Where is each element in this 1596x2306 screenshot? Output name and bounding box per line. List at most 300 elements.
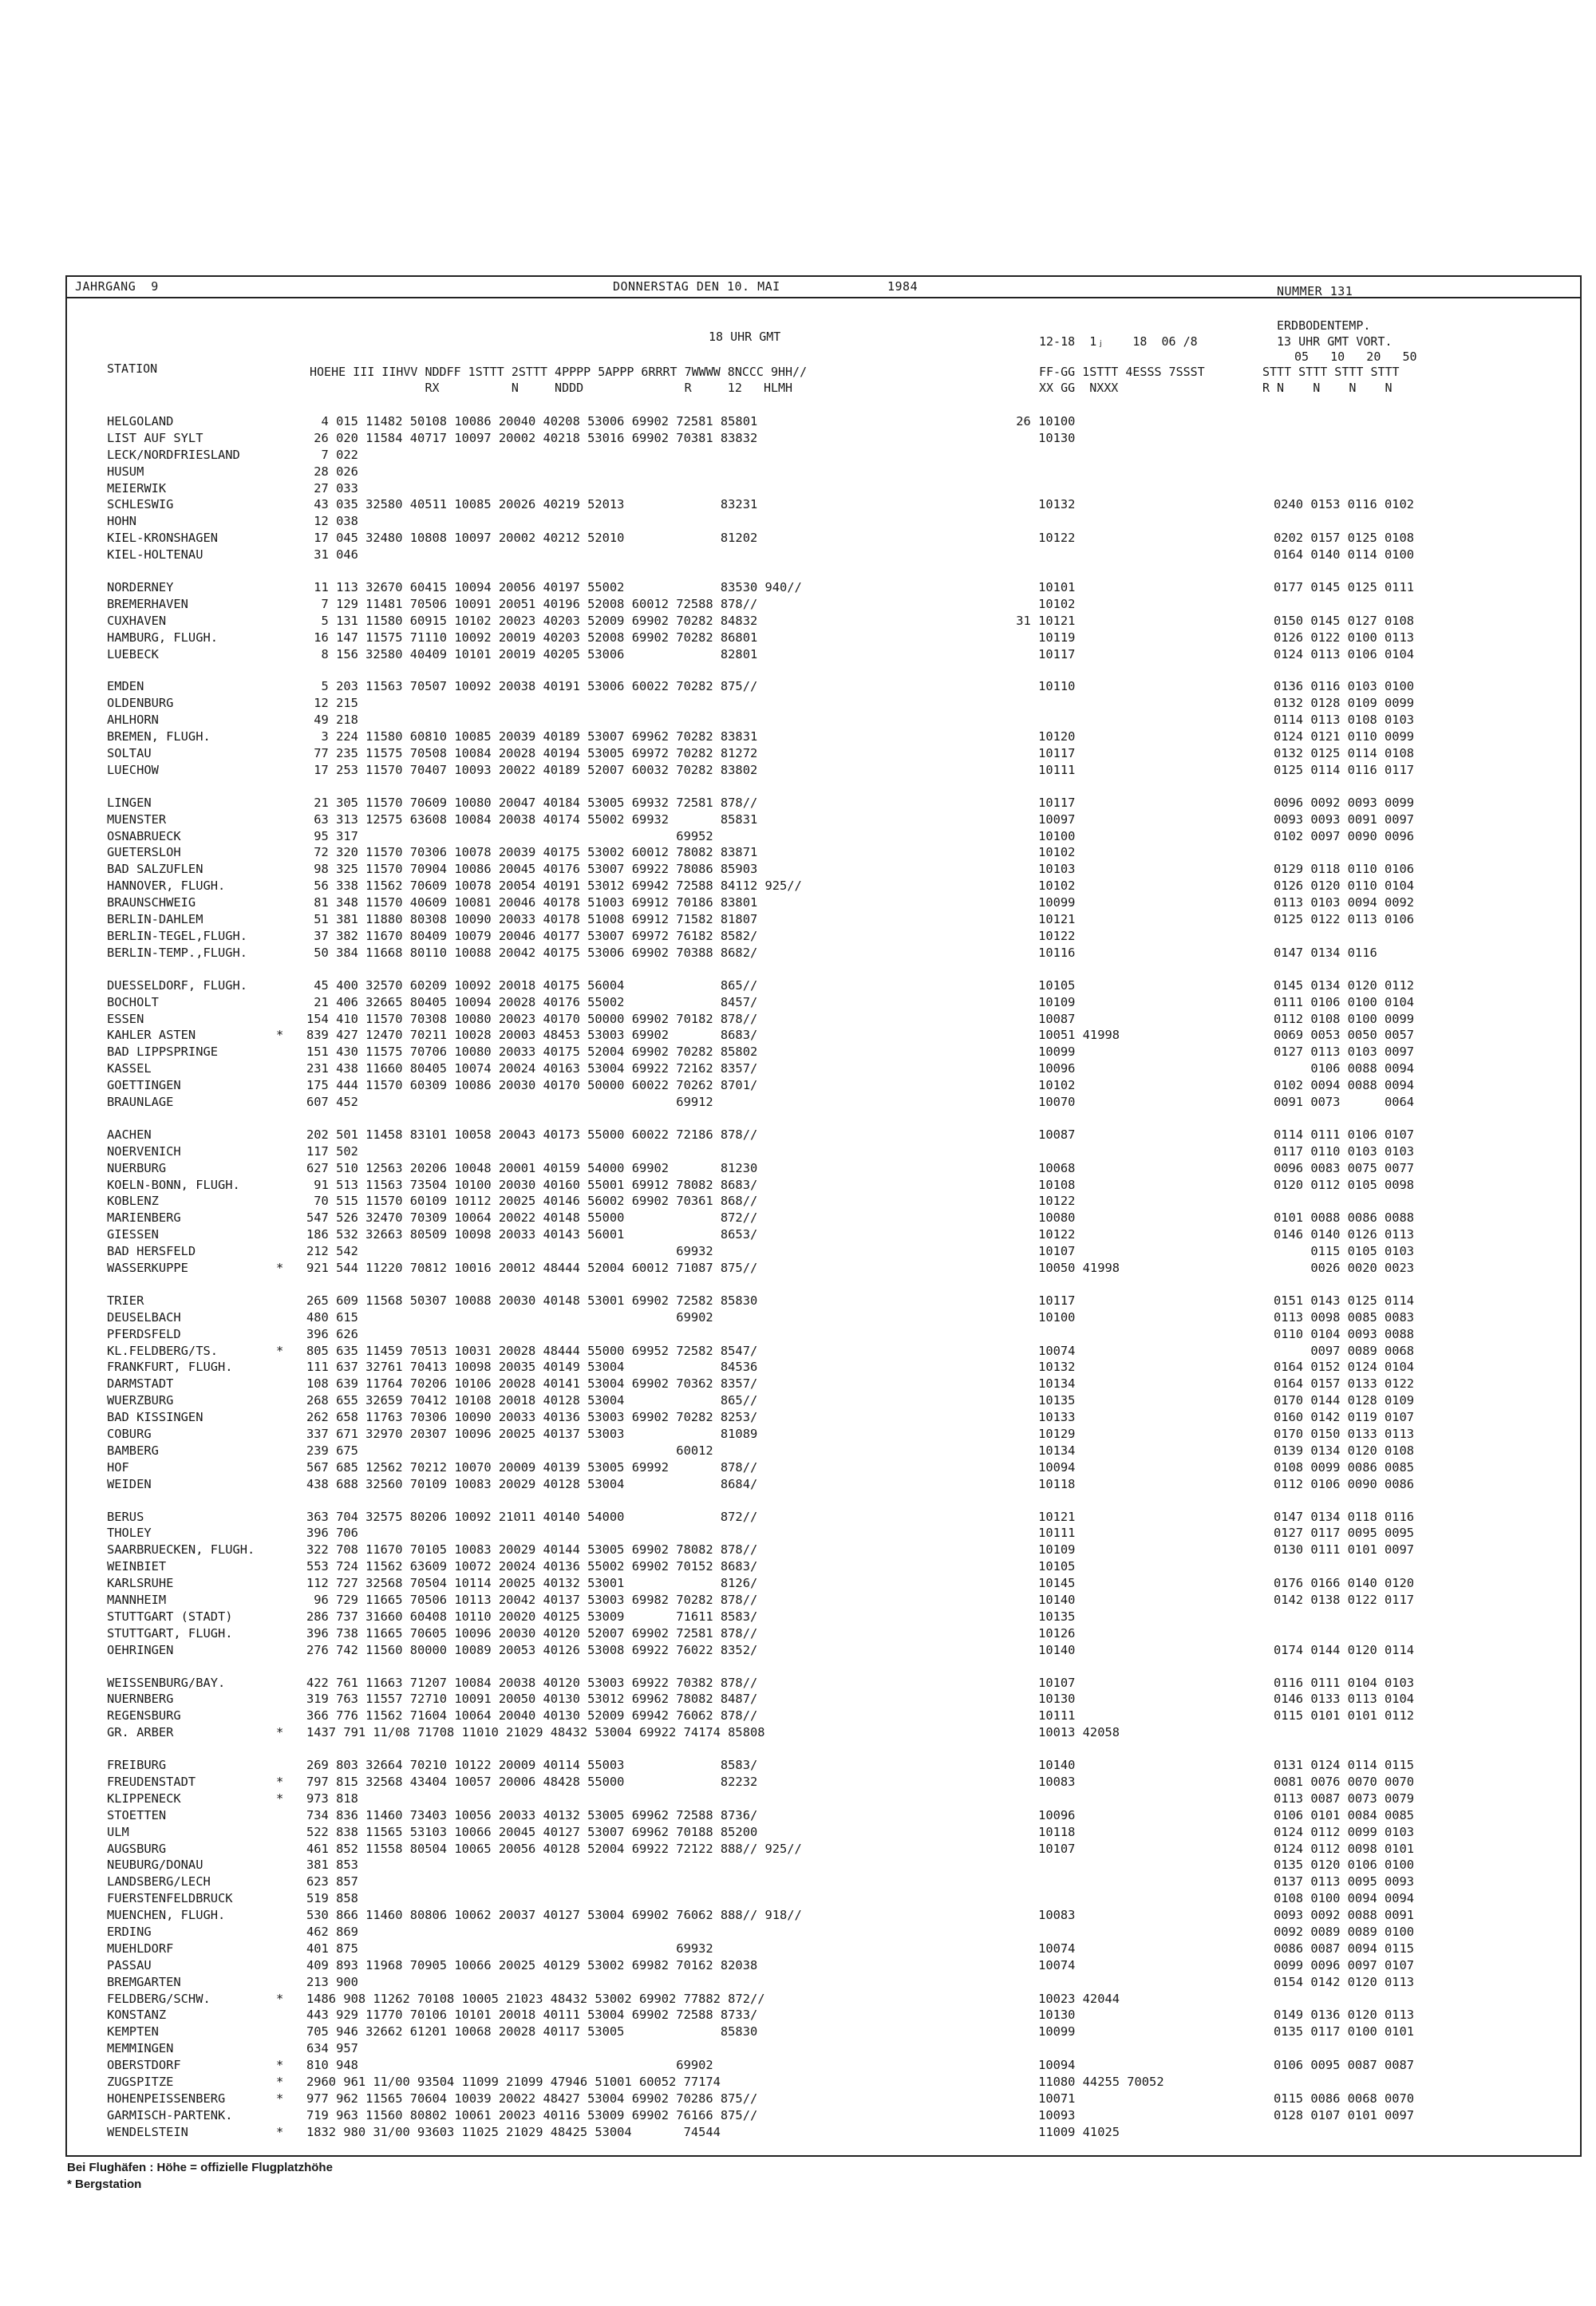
period-codes: 11009 41025 <box>1009 2124 1120 2139</box>
main-codes-subheader: RX N NDDD R 12 HLMH <box>310 381 793 395</box>
table-row <box>107 1874 1575 1890</box>
table-row <box>107 1991 1575 2008</box>
table-row <box>107 1077 1575 1094</box>
synop-codes: 409 893 11968 70905 10066 20025 40129 53002 69982 70162 82038 <box>306 1957 758 1972</box>
period-codes: 10121 <box>1009 912 1076 927</box>
period-codes: 10080 <box>1009 1210 1076 1226</box>
station-name: AACHEN <box>107 1127 152 1142</box>
soil-temperatures: 0114 0113 0108 0103 <box>1274 713 1415 728</box>
table-row <box>107 762 1575 779</box>
soil-temperatures: 0160 0142 0119 0107 <box>1274 1410 1415 1425</box>
table-row <box>107 513 1575 530</box>
station-name: OSNABRUECK <box>107 828 181 843</box>
soil-codes-subheader: R N N N N <box>1262 381 1393 395</box>
synop-codes: 422 761 11663 71207 10084 20038 40120 53003 69922 70382 878// <box>306 1675 758 1690</box>
station-name: BAD KISSINGEN <box>107 1410 203 1425</box>
synop-codes: 175 444 11570 60309 10086 20030 40170 50000 60022 70262 8701/ <box>306 1078 758 1093</box>
station-name: HAMBURG, FLUGH. <box>107 630 218 645</box>
table-row <box>107 2074 1575 2091</box>
soil-temperatures: 0124 0113 0106 0104 <box>1274 646 1415 661</box>
station-name: DUESSELDORF, FLUGH. <box>107 977 248 993</box>
table-row <box>107 1890 1575 1907</box>
station-name: FRANKFURT, FLUGH. <box>107 1360 233 1375</box>
synop-codes: 17 253 11570 70407 10093 20022 40189 52007 60032 70282 83802 <box>306 762 758 777</box>
station-name: ERDING <box>107 1925 152 1940</box>
station-name: GR. ARBER <box>107 1725 174 1740</box>
station-name: ESSEN <box>107 1011 144 1026</box>
synop-codes: 202 501 11458 83101 10058 20043 40173 55000 60022 72186 878// <box>306 1127 758 1142</box>
soil-temperatures: 0096 0092 0093 0099 <box>1274 795 1415 810</box>
table-row <box>107 1774 1575 1791</box>
soil-temperatures: 0124 0121 0110 0099 <box>1274 729 1415 744</box>
table-row <box>107 1974 1575 1991</box>
table-row <box>107 1243 1575 1260</box>
period-codes: 10105 <box>1009 977 1076 993</box>
soil-temperatures: 0124 0112 0099 0103 <box>1274 1824 1415 1839</box>
table-row <box>107 547 1575 563</box>
soil-temperatures: 0177 0145 0125 0111 <box>1274 580 1415 595</box>
soil-temperatures: 0151 0143 0125 0114 <box>1274 1293 1415 1308</box>
soil-temperatures: 0147 0134 0116 <box>1274 945 1377 960</box>
period-codes: 10126 <box>1009 1625 1076 1641</box>
table-row <box>107 464 1575 480</box>
synop-codes: 805 635 11459 70513 10031 20028 48444 55000 69952 72582 8547/ <box>306 1343 758 1358</box>
table-row <box>107 729 1575 745</box>
table-row <box>107 1757 1575 1774</box>
soil-temperatures: 0113 0087 0073 0079 <box>1274 1791 1415 1806</box>
table-row <box>107 1392 1575 1409</box>
table-row <box>107 1708 1575 1724</box>
station-name: FREUDENSTADT <box>107 1775 196 1790</box>
soil-temperatures: 0126 0122 0100 0113 <box>1274 630 1415 645</box>
station-name: BERLIN-TEMP.,FLUGH. <box>107 945 248 960</box>
station-name: FUERSTENFELDBRUCK <box>107 1891 233 1906</box>
synop-codes: 797 815 32568 43404 10057 20006 48428 55000 82232 <box>306 1775 758 1790</box>
soil-temperatures: 0202 0157 0125 0108 <box>1274 531 1415 546</box>
period-codes: 10129 <box>1009 1426 1076 1441</box>
soil-temperatures: 0146 0133 0113 0104 <box>1274 1692 1415 1707</box>
soil-temperatures: 0115 0086 0068 0070 <box>1274 2091 1415 2106</box>
station-header: STATION <box>107 361 158 376</box>
station-name: MEMMINGEN <box>107 2041 174 2056</box>
period-codes: 10107 <box>1009 1841 1076 1856</box>
soil-time-header: 13 UHR GMT VORT. <box>1277 334 1393 349</box>
table-row <box>107 646 1575 663</box>
table-row <box>107 1426 1575 1443</box>
synop-codes: 70 515 11570 60109 10112 20025 40146 56002 69902 70361 868// <box>306 1194 758 1209</box>
table-row <box>107 844 1575 861</box>
synop-codes: 1486 908 11262 70108 10005 21023 48432 53002 69902 77882 872// <box>306 1991 765 2006</box>
period-codes: 10122 <box>1009 1194 1076 1209</box>
soil-temperatures: 0127 0113 0103 0097 <box>1274 1044 1415 1060</box>
period-codes: 10109 <box>1009 1542 1076 1558</box>
period-codes: 10096 <box>1009 1061 1076 1076</box>
period-codes: 10109 <box>1009 994 1076 1009</box>
soil-temperatures: 0150 0145 0127 0108 <box>1274 613 1415 628</box>
period-codes: 10107 <box>1009 1675 1076 1690</box>
synop-codes: 91 513 11563 73504 10100 20030 40160 55001 69912 78082 8683/ <box>306 1177 758 1192</box>
synop-codes: 77 235 11575 70508 10084 20028 40194 53005 69972 70282 81272 <box>306 746 758 761</box>
station-name: GUETERSLOH <box>107 845 181 860</box>
station-name: CUXHAVEN <box>107 613 167 628</box>
synop-codes: 186 532 32663 80509 10098 20033 40143 56001 8653/ <box>306 1227 758 1242</box>
mountain-station-mark: * <box>276 1028 284 1043</box>
table-row <box>107 1691 1575 1708</box>
synop-codes: 366 776 11562 71604 10064 20040 40130 52009 69942 76062 878// <box>306 1708 758 1724</box>
soil-temperatures: 0110 0104 0093 0088 <box>1274 1326 1415 1341</box>
table-row <box>107 413 1575 430</box>
soil-temperatures: 0124 0112 0098 0101 <box>1274 1841 1415 1856</box>
table-row <box>107 878 1575 894</box>
table-row <box>107 1592 1575 1609</box>
period-codes: 10135 <box>1009 1609 1076 1624</box>
mountain-station-mark: * <box>276 2091 284 2106</box>
period-codes: 10074 <box>1009 1343 1076 1358</box>
table-row <box>107 1941 1575 1957</box>
soil-temperatures: 0125 0114 0116 0117 <box>1274 762 1415 777</box>
table-row <box>107 1210 1575 1226</box>
synop-codes: 547 526 32470 70309 10064 20022 40148 55000 872// <box>306 1210 758 1226</box>
soil-temperatures: 0112 0108 0100 0099 <box>1274 1011 1415 1026</box>
soil-temperatures: 0108 0099 0086 0085 <box>1274 1459 1415 1475</box>
station-name: GIESSEN <box>107 1227 159 1242</box>
period-codes: 10013 42058 <box>1009 1725 1120 1740</box>
station-name: SAARBRUECKEN, FLUGH. <box>107 1542 255 1558</box>
period-codes: 10102 <box>1009 845 1076 860</box>
soil-temperatures: 0128 0107 0101 0097 <box>1274 2107 1415 2122</box>
period-codes: 10097 <box>1009 811 1076 827</box>
station-name: LUEBECK <box>107 646 159 661</box>
period-codes: 10134 <box>1009 1443 1076 1458</box>
synop-codes: 28 026 <box>306 464 358 479</box>
period-codes: 10118 <box>1009 1476 1076 1491</box>
synop-codes: 111 637 32761 70413 10098 20035 40149 53004 84536 <box>306 1360 758 1375</box>
soil-temperatures: 0112 0106 0090 0086 <box>1274 1476 1415 1491</box>
table-row <box>107 1127 1575 1143</box>
synop-codes: 1437 791 11/08 71708 11010 21029 48432 53004 69922 74174 85808 <box>306 1725 765 1740</box>
soil-temperatures: 0106 0101 0084 0085 <box>1274 1807 1415 1822</box>
period-codes: 10122 <box>1009 531 1076 546</box>
period-codes: 10117 <box>1009 646 1076 661</box>
mountain-station-mark: * <box>276 1775 284 1790</box>
period-codes: 10145 <box>1009 1576 1076 1591</box>
obs-period-header: 12-18 1ⱼ 18 06 /8 <box>1039 334 1198 349</box>
synop-codes: 72 320 11570 70306 10078 20039 40175 53002 60012 78082 83871 <box>306 845 758 860</box>
soil-temperatures: 0126 0120 0110 0104 <box>1274 879 1415 894</box>
synop-codes: 213 900 <box>306 1974 358 1989</box>
table-row <box>107 1260 1575 1277</box>
table-row <box>107 1957 1575 1974</box>
obs-codes-subheader: XX GG NXXX <box>1039 381 1119 395</box>
synop-codes: 443 929 11770 70106 10101 20018 40111 53004 69902 72588 8733/ <box>306 2008 758 2023</box>
period-codes: 10099 <box>1009 1044 1076 1060</box>
synop-codes: 276 742 11560 80000 10089 20053 40126 53008 69922 76022 8352/ <box>306 1642 758 1657</box>
soil-temperatures: 0125 0122 0113 0106 <box>1274 912 1415 927</box>
station-name: STUTTGART (STADT) <box>107 1609 233 1624</box>
synop-codes: 26 020 11584 40717 10097 20002 40218 53016 69902 70381 83832 <box>306 430 758 445</box>
station-name: HUSUM <box>107 464 144 479</box>
station-name: BREMGARTEN <box>107 1974 181 1989</box>
station-name: FELDBERG/SCHW. <box>107 1991 211 2006</box>
station-name: DARMSTADT <box>107 1376 174 1392</box>
soil-temperatures: 0117 0110 0103 0103 <box>1274 1143 1415 1159</box>
synop-codes: 337 671 32970 20307 10096 20025 40137 53003 81089 <box>306 1426 758 1441</box>
mountain-station-mark: * <box>276 2124 284 2139</box>
synop-codes: 231 438 11660 80405 10074 20024 40163 53004 69922 72162 8357/ <box>306 1061 758 1076</box>
table-row <box>107 1525 1575 1542</box>
soil-temperatures: 0137 0113 0095 0093 <box>1274 1874 1415 1889</box>
table-row <box>107 2040 1575 2057</box>
period-codes: 10118 <box>1009 1824 1076 1839</box>
soil-temperatures: 0069 0053 0050 0057 <box>1274 1028 1415 1043</box>
period-codes: 10102 <box>1009 596 1076 611</box>
footnote-mountain-station: * Bergstation <box>67 2178 142 2191</box>
station-name: BERLIN-TEGEL,FLUGH. <box>107 928 248 943</box>
soil-temperatures: 0102 0094 0088 0094 <box>1274 1078 1415 1093</box>
station-name: NUERBURG <box>107 1160 167 1175</box>
station-name: BREMERHAVEN <box>107 596 188 611</box>
period-codes: 10140 <box>1009 1593 1076 1607</box>
soil-temperatures: 0164 0152 0124 0104 <box>1274 1360 1415 1375</box>
soil-temperatures: 0176 0166 0140 0120 <box>1274 1576 1415 1591</box>
soil-temperatures: 0106 0088 0094 <box>1274 1061 1415 1076</box>
table-row <box>107 430 1575 447</box>
station-name: LANDSBERG/LECH <box>107 1874 211 1889</box>
table-row <box>107 1558 1575 1575</box>
table-row <box>107 2024 1575 2040</box>
main-codes-header: HOEHE III IIHVV NDDFF 1STTT 2STTT 4PPPP 5APPP 6RRRT 7WWWW 8NCCC 9HH// <box>310 365 808 379</box>
station-name: KIEL-HOLTENAU <box>107 547 203 563</box>
table-row <box>107 1675 1575 1692</box>
synop-codes: 286 737 31660 60408 10110 20020 40125 53009 71611 8583/ <box>306 1609 758 1624</box>
soil-temperatures: 0146 0140 0126 0113 <box>1274 1227 1415 1242</box>
synop-codes: 108 639 11764 70206 10106 20028 40141 53004 69902 70362 8357/ <box>306 1376 758 1392</box>
soil-temperatures: 0101 0088 0086 0088 <box>1274 1210 1415 1226</box>
synop-codes: 553 724 11562 63609 10072 20024 40136 55002 69902 70152 8683/ <box>306 1559 758 1574</box>
table-row <box>107 1226 1575 1243</box>
period-codes: 10130 <box>1009 430 1076 445</box>
soil-temperatures: 0111 0106 0100 0104 <box>1274 994 1415 1009</box>
table-row <box>107 1791 1575 1807</box>
soil-temperatures: 0154 0142 0120 0113 <box>1274 1974 1415 1989</box>
synop-codes: 31 046 <box>306 547 358 563</box>
synop-codes: 268 655 32659 70412 10108 20018 40128 53004 865// <box>306 1393 758 1408</box>
station-name: NOERVENICH <box>107 1143 181 1159</box>
mountain-station-mark: * <box>276 1791 284 1806</box>
synop-codes: 27 033 <box>306 480 358 496</box>
soil-temperatures: 0086 0087 0094 0115 <box>1274 1941 1415 1956</box>
soil-temperatures: 0115 0101 0101 0112 <box>1274 1708 1415 1724</box>
synop-codes: 95 317 69952 <box>306 828 713 843</box>
station-name: DEUSELBACH <box>107 1309 181 1325</box>
soil-temperatures: 0130 0111 0101 0097 <box>1274 1542 1415 1558</box>
station-name: NEUBURG/DONAU <box>107 1858 203 1873</box>
table-row <box>107 1060 1575 1077</box>
soil-temperatures: 0127 0117 0095 0095 <box>1274 1526 1415 1541</box>
station-name: PASSAU <box>107 1957 152 1972</box>
synop-codes: 50 384 11668 80110 10088 20042 40175 53006 69902 70388 8682/ <box>306 945 758 960</box>
table-row <box>107 745 1575 762</box>
station-name: KLIPPENECK <box>107 1791 181 1806</box>
table-row <box>107 1824 1575 1841</box>
soil-temperatures: 0164 0157 0133 0122 <box>1274 1376 1415 1392</box>
synop-codes: 63 313 12575 63608 10084 20038 40174 55002 69932 85831 <box>306 811 758 827</box>
synop-codes: 212 542 69932 <box>306 1244 713 1259</box>
table-row <box>107 2091 1575 2107</box>
period-codes: 10099 <box>1009 2024 1076 2039</box>
table-row <box>107 447 1575 464</box>
period-codes: 10133 <box>1009 1410 1076 1425</box>
table-row <box>107 1160 1575 1177</box>
station-name: LINGEN <box>107 795 152 810</box>
station-name: BAD HERSFELD <box>107 1244 196 1259</box>
station-name: KAHLER ASTEN <box>107 1028 196 1043</box>
table-row <box>107 530 1575 547</box>
soil-temperatures: 0164 0140 0114 0100 <box>1274 547 1415 563</box>
soil-temperatures: 0092 0089 0089 0100 <box>1274 1925 1415 1940</box>
issue-number: NUMMER 131 <box>1277 284 1353 298</box>
soil-temperatures: 0240 0153 0116 0102 <box>1274 497 1415 512</box>
period-codes: 10094 <box>1009 1459 1076 1475</box>
table-row <box>107 795 1575 811</box>
synop-codes: 322 708 11670 70105 10083 20029 40144 53005 69902 78082 878// <box>306 1542 758 1558</box>
synop-codes: 519 858 <box>306 1891 358 1906</box>
table-row <box>107 1807 1575 1824</box>
table-row <box>107 811 1575 828</box>
station-name: WEINBIET <box>107 1559 167 1574</box>
period-codes: 10117 <box>1009 795 1076 810</box>
synop-codes: 396 626 <box>306 1326 358 1341</box>
synop-codes: 117 502 <box>306 1143 358 1159</box>
period-codes: 10094 <box>1009 2058 1076 2073</box>
table-row <box>107 1841 1575 1858</box>
period-codes: 10083 <box>1009 1908 1076 1923</box>
table-row <box>107 1857 1575 1874</box>
jahrgang-label: JAHRGANG 9 <box>75 279 159 294</box>
table-row <box>107 1376 1575 1392</box>
soil-temperatures: 0093 0093 0091 0097 <box>1274 811 1415 827</box>
station-name: COBURG <box>107 1426 152 1441</box>
mountain-station-mark: * <box>276 2058 284 2073</box>
synop-codes: 45 400 32570 60209 10092 20018 40175 56004 865// <box>306 977 758 993</box>
synop-codes: 461 852 11558 80504 10065 20056 40128 52004 69922 72122 888// 925// <box>306 1841 802 1856</box>
table-row <box>107 828 1575 845</box>
soil-temperatures: 0149 0136 0120 0113 <box>1274 2008 1415 2023</box>
synop-codes: 623 857 <box>306 1874 358 1889</box>
synop-codes: 607 452 69912 <box>306 1094 713 1109</box>
table-row <box>107 1359 1575 1376</box>
table-row <box>107 1443 1575 1459</box>
soil-temperatures: 0120 0112 0105 0098 <box>1274 1177 1415 1192</box>
synop-codes: 522 838 11565 53103 10066 20045 40127 53007 69962 70188 85200 <box>306 1824 758 1839</box>
period-codes: 10099 <box>1009 895 1076 910</box>
mountain-station-mark: * <box>276 1343 284 1358</box>
table-row <box>107 496 1575 513</box>
table-row <box>107 1326 1575 1343</box>
table-row <box>107 1143 1575 1160</box>
period-codes: 10102 <box>1009 879 1076 894</box>
table-row <box>107 630 1575 646</box>
soil-temperatures: 0136 0116 0103 0100 <box>1274 679 1415 694</box>
period-codes: 10120 <box>1009 729 1076 744</box>
table-row <box>107 1476 1575 1493</box>
station-name: BAMBERG <box>107 1443 159 1458</box>
period-codes: 10130 <box>1009 2008 1076 2023</box>
station-name: SOLTAU <box>107 746 152 761</box>
soil-temperatures: 0131 0124 0114 0115 <box>1274 1758 1415 1773</box>
table-row <box>107 1409 1575 1426</box>
table-row <box>107 1542 1575 1558</box>
soil-temperatures: 0170 0150 0133 0113 <box>1274 1426 1415 1441</box>
station-name: STUTTGART, FLUGH. <box>107 1625 233 1641</box>
period-codes: 10087 <box>1009 1011 1076 1026</box>
table-row <box>107 1625 1575 1642</box>
synop-codes: 81 348 11570 40609 10081 20046 40178 51003 69912 70186 83801 <box>306 895 758 910</box>
soil-codes-header: STTT STTT STTT STTT <box>1262 365 1400 379</box>
mountain-station-mark: * <box>276 1991 284 2006</box>
soil-temperatures: 0116 0111 0104 0103 <box>1274 1675 1415 1690</box>
station-name: OBERSTDORF <box>107 2058 181 2073</box>
period-codes: 10111 <box>1009 1708 1076 1724</box>
station-name: BERUS <box>107 1509 144 1524</box>
period-codes: 31 10121 <box>1009 613 1076 628</box>
period-codes: 10083 <box>1009 1775 1076 1790</box>
synop-codes: 438 688 32560 70109 10083 20029 40128 53004 8684/ <box>306 1476 758 1491</box>
soil-temperatures: 0115 0105 0103 <box>1274 1244 1415 1259</box>
period-codes: 10074 <box>1009 1941 1076 1956</box>
station-name: KL.FELDBERG/TS. <box>107 1343 218 1358</box>
synop-codes: 154 410 11570 70308 10080 20023 40170 50000 69902 70182 878// <box>306 1011 758 1026</box>
soil-temperatures: 0108 0100 0094 0094 <box>1274 1891 1415 1906</box>
synop-codes: 269 803 32664 70210 10122 20009 40114 55003 8583/ <box>306 1758 758 1773</box>
table-row <box>107 2124 1575 2141</box>
table-row <box>107 861 1575 878</box>
station-name: BRAUNLAGE <box>107 1094 174 1109</box>
soil-temp-title: ERDBODENTEMP. <box>1277 318 1371 333</box>
station-name: KASSEL <box>107 1061 152 1076</box>
station-name: AUGSBURG <box>107 1841 167 1856</box>
soil-temperatures: 0093 0092 0088 0091 <box>1274 1908 1415 1923</box>
table-row <box>107 1724 1575 1741</box>
synop-codes: 12 215 <box>306 696 358 711</box>
table-row <box>107 695 1575 712</box>
synop-codes: 839 427 12470 70211 10028 20003 48453 53003 69902 8683/ <box>306 1028 758 1043</box>
synop-codes: 8 156 32580 40409 10101 20019 40205 53006 82801 <box>306 646 758 661</box>
soil-temperatures: 0097 0089 0068 <box>1274 1343 1415 1358</box>
synop-codes: 462 869 <box>306 1925 358 1940</box>
station-name: OEHRINGEN <box>107 1642 174 1657</box>
period-codes: 10103 <box>1009 862 1076 877</box>
synop-codes: 810 948 69902 <box>306 2058 713 2073</box>
table-row <box>107 1044 1575 1060</box>
synop-codes: 719 963 11560 80802 10061 20023 40116 53009 69902 76166 875// <box>306 2107 758 2122</box>
synop-codes: 567 685 12562 70212 10070 20009 40139 53005 69992 878// <box>306 1459 758 1475</box>
station-name: OLDENBURG <box>107 696 174 711</box>
station-name: KOELN-BONN, FLUGH. <box>107 1177 240 1192</box>
synop-codes: 7 129 11481 70506 10091 20051 40196 52008 60012 72588 878// <box>306 596 758 611</box>
table-row <box>107 1575 1575 1592</box>
period-codes: 10111 <box>1009 1526 1076 1541</box>
synop-codes: 705 946 32662 61201 10068 20028 40117 53005 85830 <box>306 2024 758 2039</box>
period-codes: 10122 <box>1009 928 1076 943</box>
period-codes: 10140 <box>1009 1642 1076 1657</box>
soil-temperatures: 0129 0118 0110 0106 <box>1274 862 1415 877</box>
synop-codes: 2960 961 11/00 93504 11099 21099 47946 51001 60052 77174 <box>306 2075 721 2090</box>
synop-codes: 401 875 69932 <box>306 1941 713 1956</box>
synop-codes: 363 704 32575 80206 10092 21011 40140 54000 872// <box>306 1509 758 1524</box>
soil-temperatures: 0174 0144 0120 0114 <box>1274 1642 1415 1657</box>
synop-codes: 973 818 <box>306 1791 358 1806</box>
